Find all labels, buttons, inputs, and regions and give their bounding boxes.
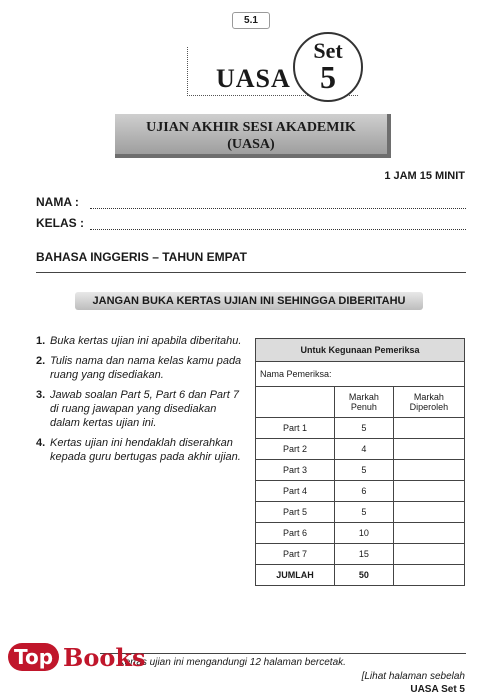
- obtained-cell[interactable]: [393, 523, 464, 544]
- set-badge: [293, 32, 363, 102]
- part-cell: Part 5: [256, 502, 335, 523]
- exam-banner: [115, 114, 391, 158]
- part-cell: Part 3: [256, 460, 335, 481]
- kelas-line: [90, 228, 466, 230]
- total-label: JUMLAH: [256, 565, 335, 586]
- instruction-number: 2.: [36, 355, 46, 367]
- watermark-books: Books: [63, 642, 146, 672]
- instruction-number: 3.: [36, 389, 46, 401]
- subject-label: BAHASA INGGERIS – TAHUN EMPAT: [36, 250, 247, 264]
- table-row: [256, 481, 465, 502]
- pages-note: Kertas ujian ini mengandungi 12 halaman bercetak.: [118, 657, 346, 668]
- part-cell: Part 1: [256, 418, 335, 439]
- page-title: UASA: [216, 64, 291, 93]
- obtained-cell[interactable]: [393, 502, 464, 523]
- instruction-item: [36, 436, 248, 464]
- part-cell: Part 6: [256, 523, 335, 544]
- kelas-label: KELAS :: [36, 216, 84, 230]
- table-row: [256, 544, 465, 565]
- instruction-text: Kertas ujian ini hendaklah diserahkan kepada guru bertugas pada akhir ujian.: [50, 437, 241, 463]
- instruction-item: [36, 334, 248, 348]
- full-cell: 15: [335, 544, 394, 565]
- examiner-table: [255, 338, 465, 586]
- nama-label: NAMA :: [36, 195, 79, 209]
- banner-line-2: (UASA): [227, 137, 275, 152]
- page-tag: 5.1: [232, 12, 270, 29]
- watermark-top: Top: [8, 643, 59, 671]
- full-cell: 5: [335, 460, 394, 481]
- instruction-item: [36, 354, 248, 382]
- table-row: [256, 502, 465, 523]
- instruction-item: [36, 388, 248, 430]
- part-cell: Part 7: [256, 544, 335, 565]
- obtained-marks-header: Markah Diperoleh: [393, 387, 464, 418]
- full-cell: 5: [335, 418, 394, 439]
- obtained-cell[interactable]: [393, 439, 464, 460]
- full-cell: 6: [335, 481, 394, 502]
- obtained-cell[interactable]: [393, 544, 464, 565]
- instructions-list: [36, 334, 248, 470]
- set-word: Set: [313, 38, 343, 63]
- nama-line: [90, 207, 466, 209]
- examiner-name-label: Nama Pemeriksa:: [256, 362, 465, 387]
- full-marks-header: Markah Penuh: [335, 387, 394, 418]
- obtained-cell[interactable]: [393, 460, 464, 481]
- full-cell: 5: [335, 502, 394, 523]
- warning-banner: JANGAN BUKA KERTAS UJIAN INI SEHINGGA DIBERITAHU: [75, 292, 423, 310]
- part-cell: Part 4: [256, 481, 335, 502]
- instruction-text: Tulis nama dan nama kelas kamu pada ruang yang disediakan.: [50, 355, 242, 381]
- duration-label: 1 JAM 15 MINIT: [384, 170, 465, 182]
- blank-header-cell: [256, 387, 335, 418]
- set-number: 5: [320, 59, 336, 95]
- obtained-cell[interactable]: [393, 481, 464, 502]
- banner-line-1: UJIAN AKHIR SESI AKADEMIK: [146, 120, 356, 135]
- footer-set-label: UASA Set 5: [410, 684, 465, 695]
- table-row: [256, 418, 465, 439]
- total-row: [256, 565, 465, 586]
- watermark-logo: [8, 642, 176, 672]
- divider: [36, 272, 466, 273]
- table-row: [256, 523, 465, 544]
- next-page-note: [Lihat halaman sebelah: [361, 671, 465, 682]
- part-cell: Part 2: [256, 439, 335, 460]
- full-cell: 4: [335, 439, 394, 460]
- total-full-cell: 50: [335, 565, 394, 586]
- table-row: [256, 439, 465, 460]
- obtained-cell[interactable]: [393, 418, 464, 439]
- total-obtained-cell[interactable]: [393, 565, 464, 586]
- table-row: [256, 460, 465, 481]
- examiner-table-title: Untuk Kegunaan Pemeriksa: [256, 339, 465, 362]
- full-cell: 10: [335, 523, 394, 544]
- instruction-number: 1.: [36, 335, 46, 347]
- instruction-text: Jawab soalan Part 5, Part 6 dan Part 7 di ruang jawapan yang disediakan dalam kertas ujian ini.: [50, 389, 239, 429]
- instruction-number: 4.: [36, 437, 46, 449]
- instruction-text: Buka kertas ujian ini apabila diberitahu.: [50, 335, 242, 347]
